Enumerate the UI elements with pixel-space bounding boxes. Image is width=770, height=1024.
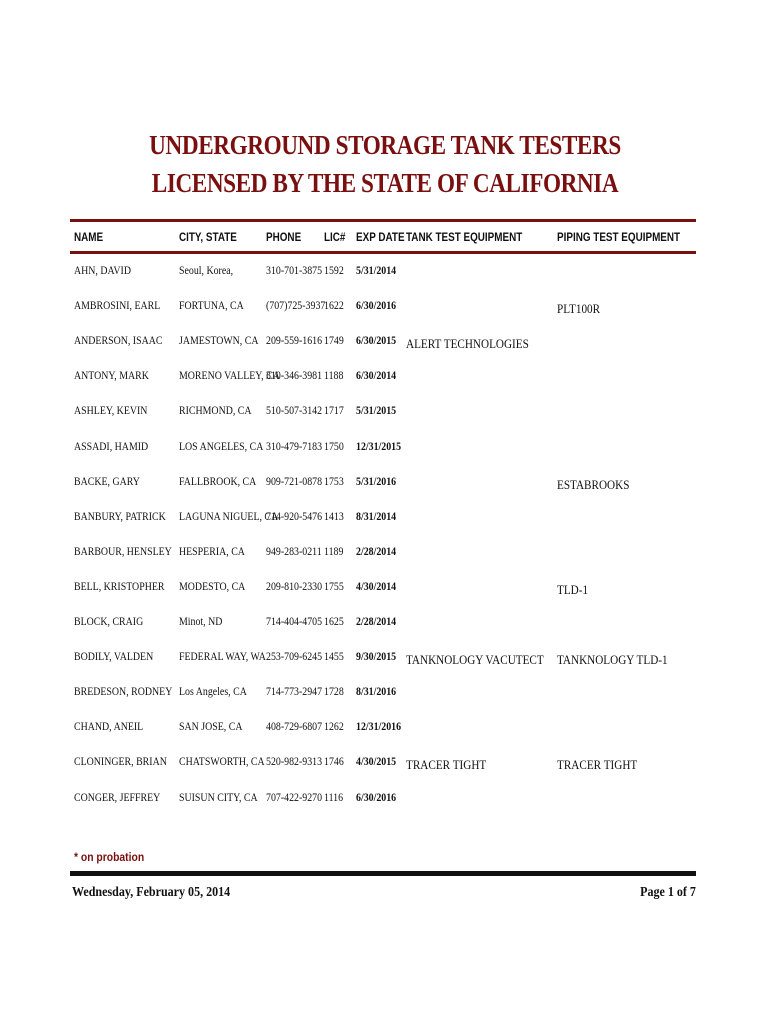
table-row xyxy=(0,616,770,636)
column-header-piping: PIPING TEST EQUIPMENT xyxy=(557,232,681,244)
header-divider xyxy=(70,251,696,254)
cell-lic: 1717 xyxy=(324,405,344,418)
cell-city: CHATSWORTH, CA xyxy=(179,756,265,769)
cell-lic: 1189 xyxy=(324,545,344,558)
cell-city: MODESTO, CA xyxy=(179,580,246,593)
column-header-exp: EXP DATE xyxy=(356,232,405,244)
table-row xyxy=(0,405,770,425)
table-row xyxy=(0,756,770,776)
table-row xyxy=(0,651,770,671)
cell-city: FALLBROOK, CA xyxy=(179,475,257,488)
cell-name: ASSADI, HAMID xyxy=(74,440,149,453)
cell-city: SAN JOSE, CA xyxy=(179,721,243,734)
table-row xyxy=(0,476,770,496)
cell-exp: 4/30/2015 xyxy=(356,756,397,769)
cell-name: AMBROSINI, EARL xyxy=(74,300,161,313)
cell-name: ASHLEY, KEVIN xyxy=(74,405,148,418)
cell-city: JAMESTOWN, CA xyxy=(179,335,259,348)
cell-exp: 2/28/2014 xyxy=(356,616,397,628)
cell-exp: 4/30/2014 xyxy=(356,580,397,593)
cell-phone: 408-729-6807 xyxy=(266,721,323,734)
table-row xyxy=(0,686,770,706)
cell-city: Minot, ND xyxy=(179,616,223,628)
cell-phone: 909-721-0878 xyxy=(266,475,323,488)
table-row xyxy=(0,265,770,285)
cell-city: LAGUNA NIGUEL, CA xyxy=(179,510,279,523)
table-row xyxy=(0,300,770,320)
cell-piping: ESTABROOKS xyxy=(557,476,630,492)
cell-city: RICHMOND, CA xyxy=(179,405,252,418)
table-row xyxy=(0,441,770,461)
cell-exp: 12/31/2016 xyxy=(356,721,402,734)
cell-lic: 1622 xyxy=(324,300,344,313)
cell-name: ANDERSON, ISAAC xyxy=(74,335,163,348)
cell-lic: 1455 xyxy=(324,651,344,664)
cell-phone: 209-559-1616 xyxy=(266,335,323,348)
cell-phone: 714-920-5476 xyxy=(266,510,323,523)
cell-lic: 1625 xyxy=(324,616,344,628)
footer-date: Wednesday, February 05, 2014 xyxy=(72,885,231,900)
cell-name: CHAND, ANEIL xyxy=(74,721,144,734)
cell-piping: TANKNOLOGY TLD-1 xyxy=(557,652,668,668)
cell-exp: 8/31/2016 xyxy=(356,686,397,699)
page-title-line-2: LICENSED BY THE STATE OF CALIFORNIA xyxy=(151,168,619,198)
cell-phone: 310-346-3981 xyxy=(266,370,323,383)
cell-city: Seoul, Korea, xyxy=(179,265,234,277)
cell-exp: 9/30/2015 xyxy=(356,651,397,664)
top-divider xyxy=(70,219,696,222)
cell-lic: 1413 xyxy=(324,510,344,523)
table-row xyxy=(0,721,770,741)
cell-exp: 6/30/2016 xyxy=(356,791,397,804)
cell-name: BANBURY, PATRICK xyxy=(74,510,166,523)
cell-lic: 1116 xyxy=(324,791,344,804)
cell-exp: 5/31/2016 xyxy=(356,475,397,488)
cell-exp: 6/30/2015 xyxy=(356,335,397,348)
cell-name: AHN, DAVID xyxy=(74,265,131,277)
table-row xyxy=(0,581,770,601)
cell-phone: 310-701-3875 xyxy=(266,265,323,277)
cell-tank: ALERT TECHNOLOGIES xyxy=(406,336,529,352)
cell-exp: 6/30/2016 xyxy=(356,300,397,313)
column-header-lic: LIC# xyxy=(324,232,346,244)
cell-name: BLOCK, CRAIG xyxy=(74,616,144,628)
cell-city: MORENO VALLEY, CA xyxy=(179,370,280,383)
cell-lic: 1753 xyxy=(324,475,344,488)
cell-exp: 8/31/2014 xyxy=(356,510,397,523)
cell-phone: 253-709-6245 xyxy=(266,651,323,664)
column-header-tank: TANK TEST EQUIPMENT xyxy=(406,232,523,244)
cell-phone: 714-773-2947 xyxy=(266,686,323,699)
cell-phone: 310-479-7183 xyxy=(266,440,323,453)
column-header-city: CITY, STATE xyxy=(179,232,237,244)
cell-city: SUISUN CITY, CA xyxy=(179,791,258,804)
cell-lic: 1262 xyxy=(324,721,344,734)
table-row xyxy=(0,335,770,355)
cell-lic: 1746 xyxy=(324,756,344,769)
cell-piping: TRACER TIGHT xyxy=(557,757,638,773)
cell-phone: 520-982-9313 xyxy=(266,756,323,769)
cell-lic: 1188 xyxy=(324,370,344,383)
table-row xyxy=(0,546,770,566)
cell-name: BARBOUR, HENSLEY xyxy=(74,545,172,558)
cell-phone: (707)725-3937 xyxy=(266,300,326,313)
cell-phone: 949-283-0211 xyxy=(266,545,322,558)
cell-name: BREDESON, RODNEY xyxy=(74,686,173,699)
cell-city: Los Angeles, CA xyxy=(179,686,247,699)
cell-tank: TANKNOLOGY VACUTECT xyxy=(406,652,544,668)
cell-exp: 12/31/2015 xyxy=(356,440,402,453)
table-row xyxy=(0,511,770,531)
cell-name: BODILY, VALDEN xyxy=(74,651,154,664)
cell-name: BELL, KRISTOPHER xyxy=(74,580,165,593)
table-row xyxy=(0,370,770,390)
cell-phone: 714-404-4705 xyxy=(266,616,323,628)
cell-name: ANTONY, MARK xyxy=(74,370,149,383)
cell-exp: 2/28/2014 xyxy=(356,545,397,558)
cell-name: CONGER, JEFFREY xyxy=(74,791,161,804)
cell-exp: 5/31/2015 xyxy=(356,405,397,418)
probation-note: * on probation xyxy=(74,852,145,864)
cell-city: FORTUNA, CA xyxy=(179,300,244,313)
cell-phone: 510-507-3142 xyxy=(266,405,323,418)
cell-lic: 1592 xyxy=(324,265,344,277)
table-row xyxy=(0,792,770,812)
cell-lic: 1728 xyxy=(324,686,344,699)
cell-name: CLONINGER, BRIAN xyxy=(74,756,167,769)
cell-phone: 209-810-2330 xyxy=(266,580,323,593)
column-header-phone: PHONE xyxy=(266,232,302,244)
cell-piping: TLD-1 xyxy=(557,581,589,597)
cell-piping: PLT100R xyxy=(557,301,601,317)
cell-lic: 1755 xyxy=(324,580,344,593)
cell-lic: 1749 xyxy=(324,335,344,348)
cell-city: LOS ANGELES, CA xyxy=(179,440,264,453)
cell-tank: TRACER TIGHT xyxy=(406,757,487,773)
cell-name: BACKE, GARY xyxy=(74,475,140,488)
cell-exp: 5/31/2014 xyxy=(356,265,397,277)
cell-lic: 1750 xyxy=(324,440,344,453)
page-title-line-1: UNDERGROUND STORAGE TANK TESTERS xyxy=(149,130,621,160)
footer-divider xyxy=(70,871,696,876)
footer-page-number: Page 1 of 7 xyxy=(640,885,696,900)
cell-exp: 6/30/2014 xyxy=(356,370,397,383)
cell-city: FEDERAL WAY, WA xyxy=(179,651,266,664)
cell-city: HESPERIA, CA xyxy=(179,545,245,558)
cell-phone: 707-422-9270 xyxy=(266,791,323,804)
column-header-name: NAME xyxy=(74,232,104,244)
